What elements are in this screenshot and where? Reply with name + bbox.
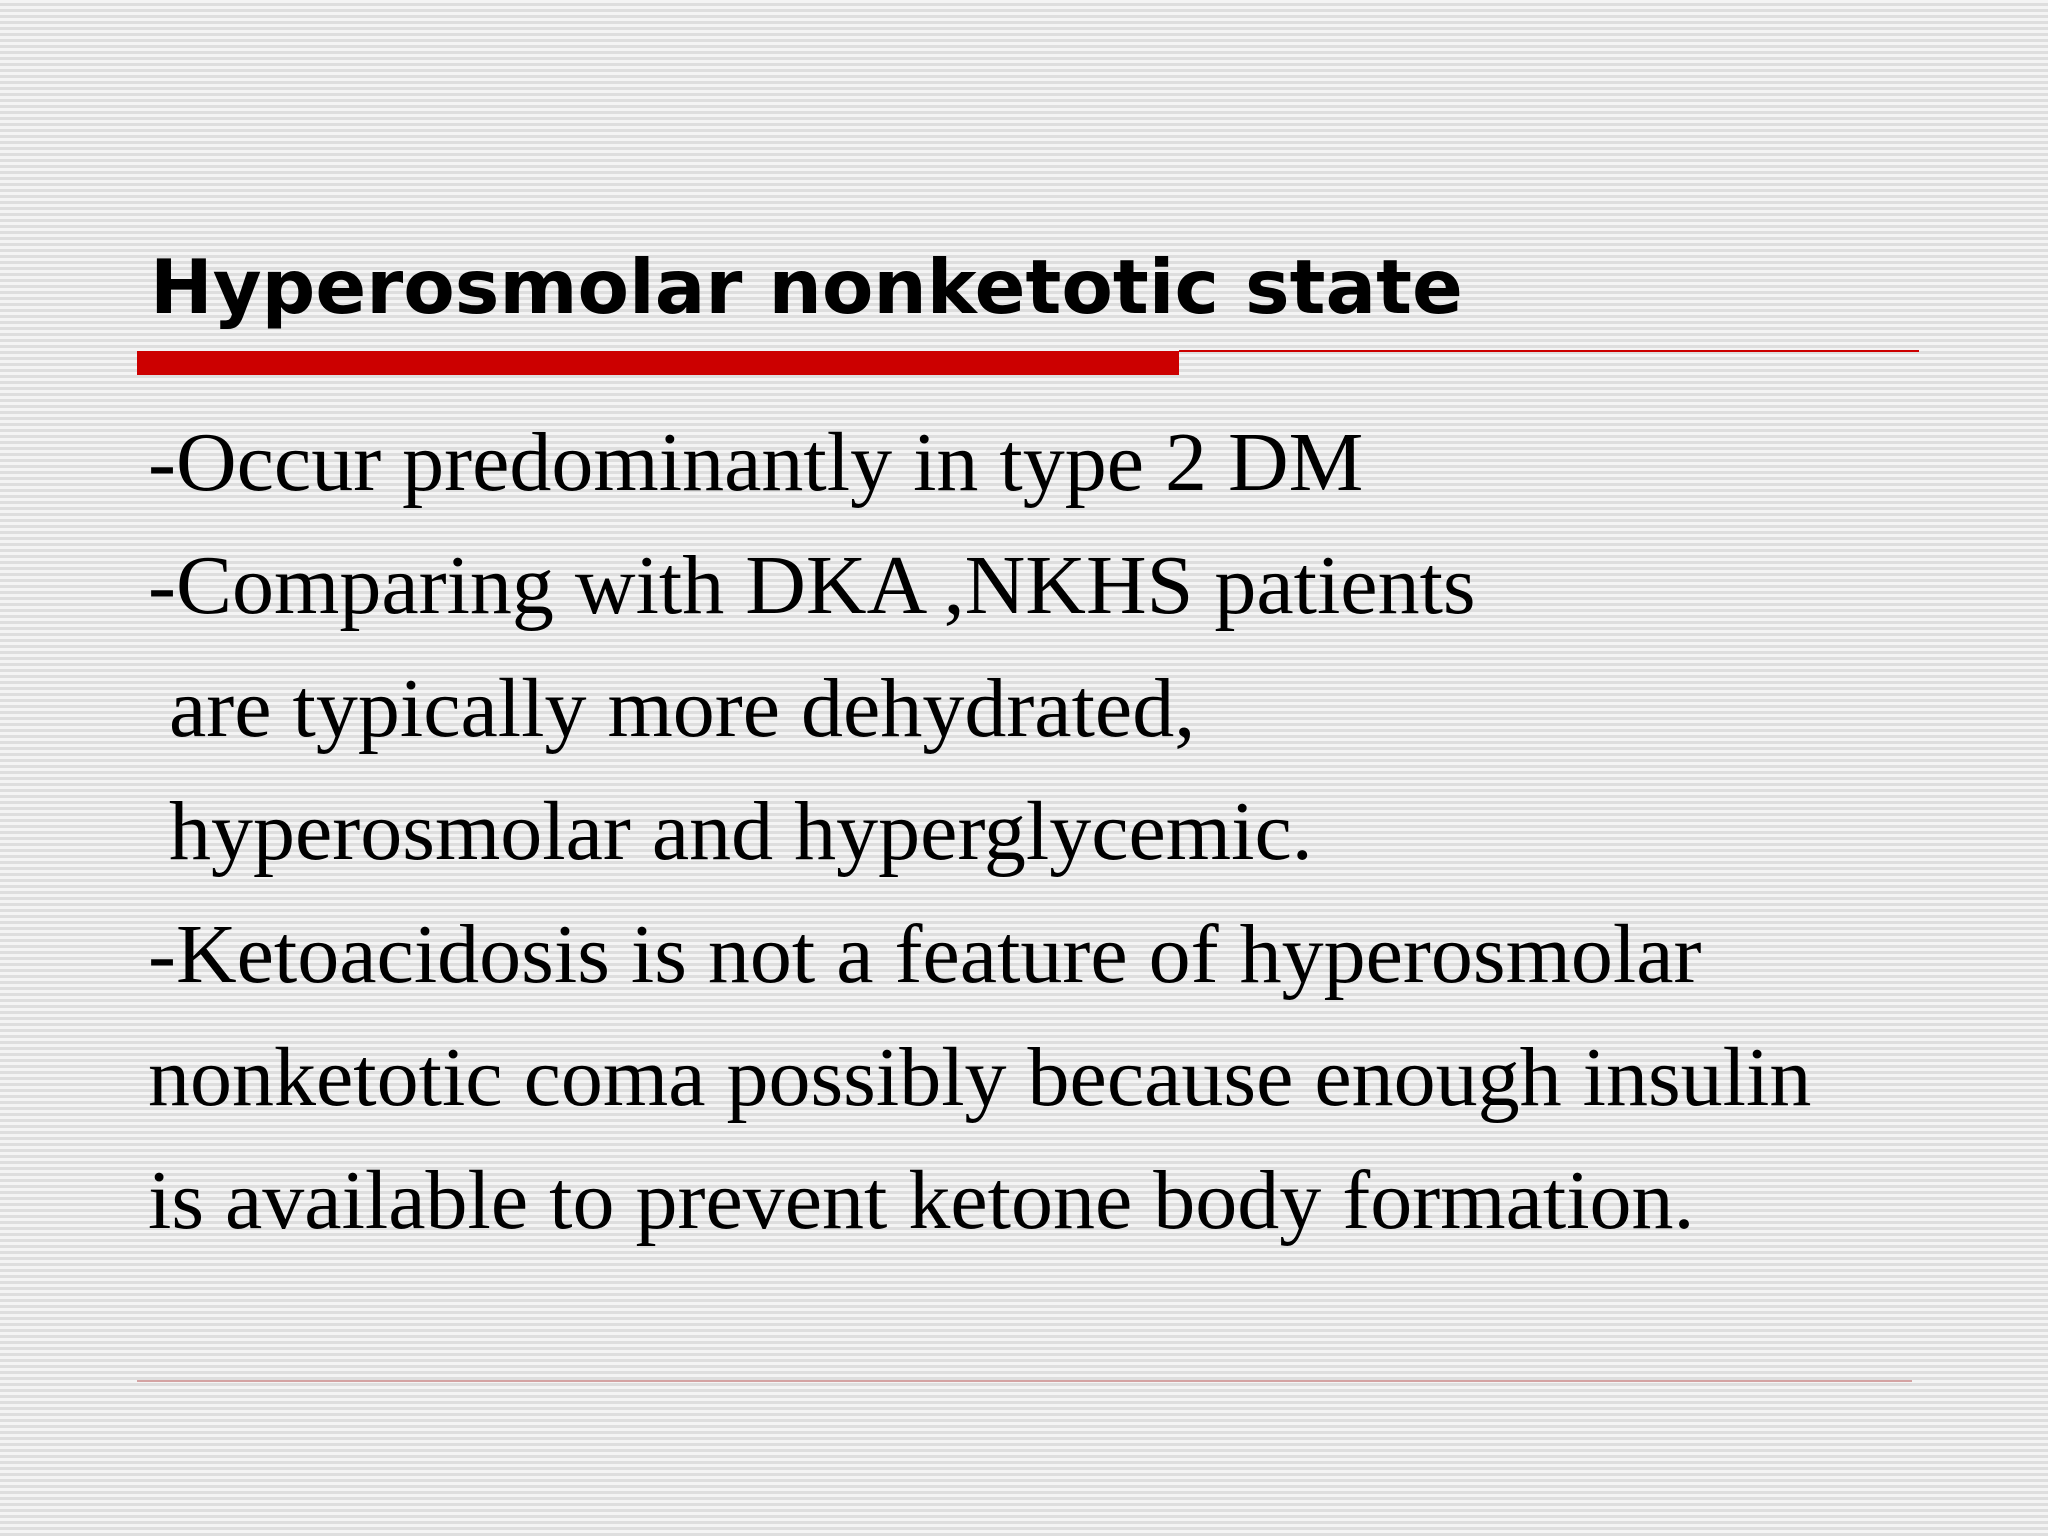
body-line: is available to prevent ketone body formation. — [148, 1154, 1695, 1247]
title-underline-thin — [1179, 350, 1919, 352]
body-line: are typically more dehydrated, — [148, 662, 1196, 755]
body-line: -Comparing with DKA ,NKHS patients — [148, 539, 1476, 632]
body-line: -Ketoacidosis is not a feature of hyperosmolar — [148, 908, 1702, 1001]
body-line: nonketotic coma possibly because enough insulin — [148, 1031, 1812, 1124]
slide-body — [148, 401, 1968, 1262]
body-line: hyperosmolar and hyperglycemic. — [148, 785, 1313, 878]
footer-divider — [137, 1380, 1912, 1382]
slide-title: Hyperosmolar nonketotic state — [150, 243, 1463, 331]
title-underline-thick — [137, 351, 1179, 375]
body-line: -Occur predominantly in type 2 DM — [148, 416, 1364, 509]
